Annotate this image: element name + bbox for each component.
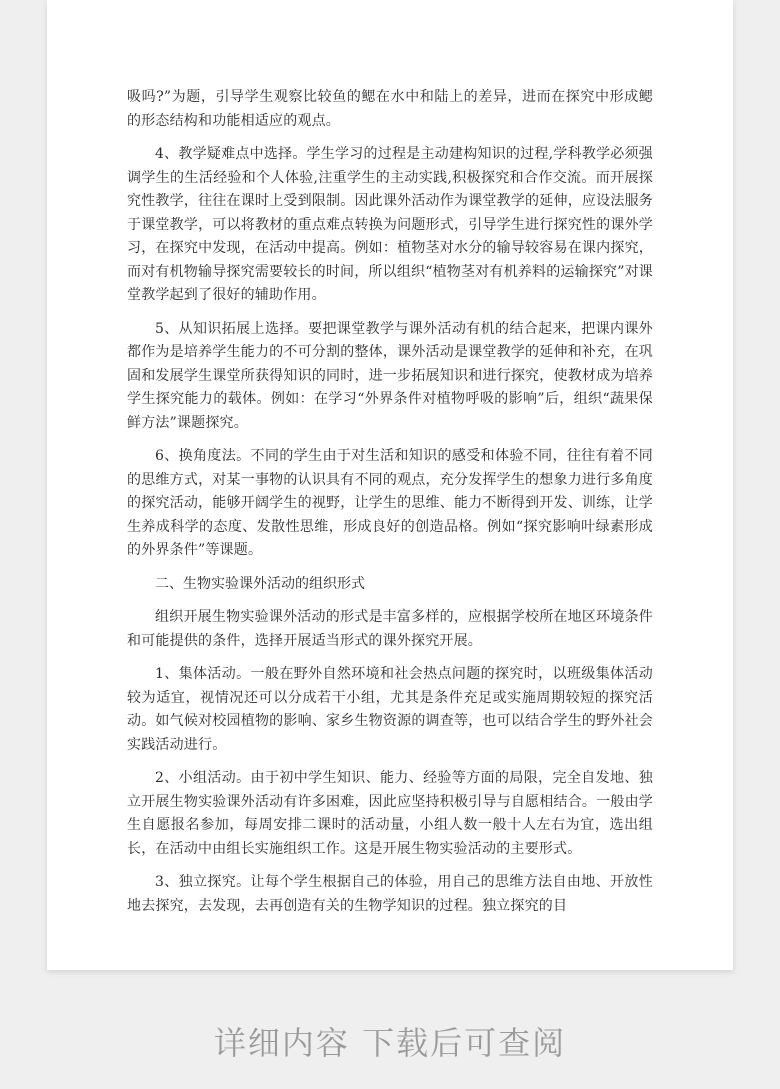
paragraph-item-3-independent-inquiry: 3、独立探究。让每个学生根据自己的体验，用自己的思维方法自由地、开放性地去探究，去发现，去再创造有关的生物学知识的过程。独立探究的目 <box>127 874 653 914</box>
paragraph-intro-continuation: 吸吗?”为题，引导学生观察比较鱼的鳃在水中和陆上的差异，进而在探究中形成鳃的形态结构和功能相适应的观点。 <box>127 89 653 129</box>
download-hint-footer: 详细内容 下载后可查阅 <box>213 1024 567 1062</box>
document-page <box>47 0 733 970</box>
paragraph-item-1-collective-activity: 1、集体活动。一般在野外自然环境和社会热点问题的探究时，以班级集体活动较为适宜，视情况还可以分成若干小组，尤其是条件充足或实施周期较短的探究活动。如气候对校园植物的影响、家乡生物资源的调查等，也可以结合学生的野外社会实践活动进行。 <box>127 666 653 753</box>
paragraph-item-5-knowledge-extension: 5、从知识拓展上选择。要把课堂教学与课外活动有机的结合起来，把课内课外都作为是培养学生能力的不可分割的整体，课外活动是课堂教学的延伸和补充，在巩固和发展学生课堂所获得知识的同时，进一步拓展知识和进行探究，使教材成为培养学生探究能力的载体。例如：在学习“外界条件对植物呼吸的影响”后，组织“蔬果保鲜方法”课题探究。 <box>127 320 653 431</box>
paragraph-item-4-difficulty-selection: 4、教学疑难点中选择。学生学习的过程是主动建构知识的过程,学科教学必须强调学生的生活经验和个人体验,注重学生的主动实践,积极探究和合作交流。而开展探究性教学，往往在课时上受到限制。因此课外活动作为课堂教学的延伸，应设法服务于课堂教学，可以将教材的重点难点转换为问题形式，引导学生进行探究性的课外学习，在探究中发现，在活动中提高。例如：植物茎对水分的输导较容易在课内探究，而对有机物输导探究需要较长的时间，所以组织“植物茎对有机养料的运输探究”对课堂教学起到了很好的辅助作用。 <box>127 146 653 303</box>
paragraph-organization-overview: 组织开展生物实验课外活动的形式是丰富多样的，应根据学校所在地区环境条件和可能提供的条件，选择开展适当形式的课外探究开展。 <box>127 609 653 649</box>
paragraph-item-2-group-activity: 2、小组活动。由于初中学生知识、能力、经验等方面的局限，完全自发地、独立开展生物实验课外活动有许多困难，因此应坚持积极引导与自愿相结合。一般由学生自愿报名参加，每周安排二课时的活动量，小组人数一般十人左右为宜，选出组长，在活动中由组长实施组织工作。这是开展生物实验活动的主要形式。 <box>127 770 653 857</box>
paragraph-item-6-perspective-change: 6、换角度法。不同的学生由于对生活和知识的感受和体验不同，往往有着不同的思维方式，对某一事物的认识具有不同的观点，充分发挥学生的想象力进行多角度的探究活动，能够开阔学生的视野，让学生的思维、能力不断得到开发、训练，让学生养成科学的态度、发散性思维，形成良好的创造品格。例如“探究影响叶绿素形成的外界条件”等课题。 <box>127 448 653 558</box>
section-heading-organization-forms: 二、生物实验课外活动的组织形式 <box>155 575 365 592</box>
